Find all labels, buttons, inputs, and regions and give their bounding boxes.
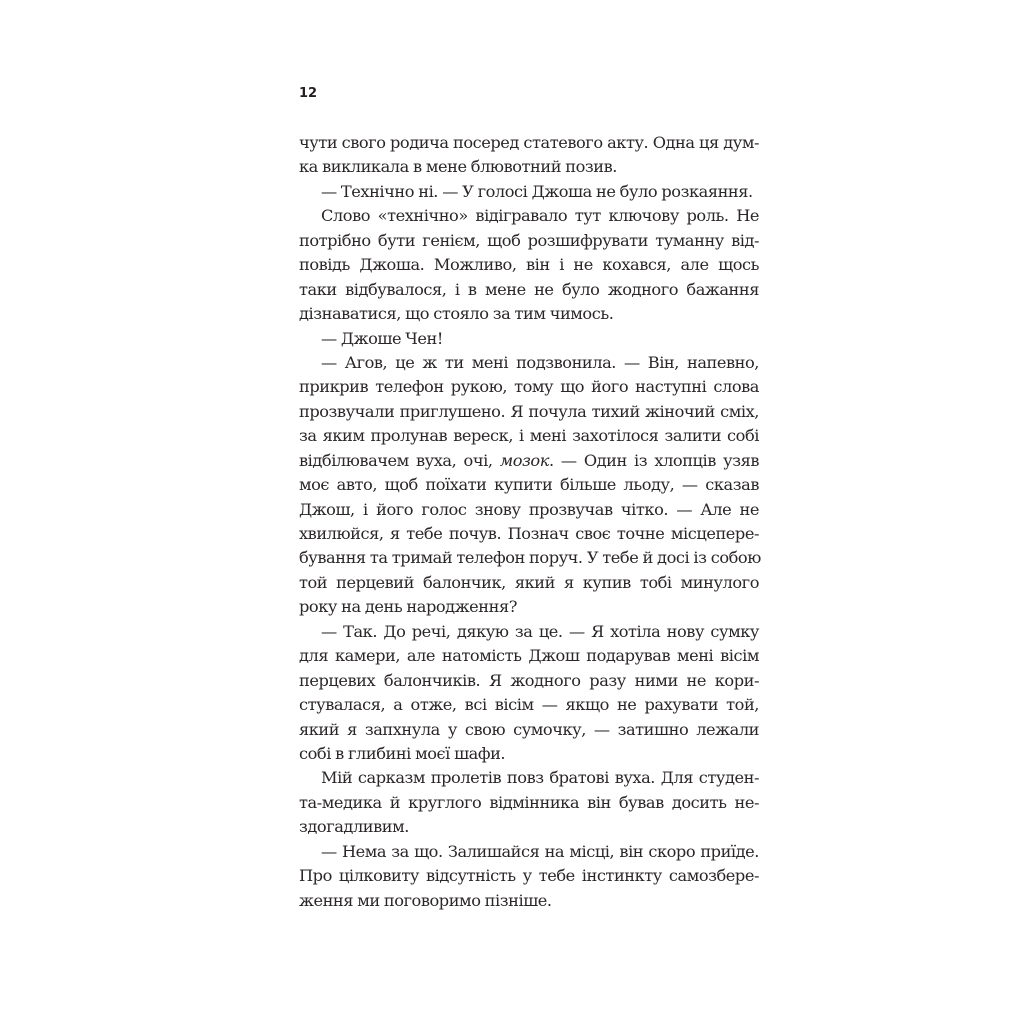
text-line <box>299 229 759 253</box>
text-line-content: чути свого родича посеред статевого акту. Одна ця дум- <box>299 133 759 152</box>
text-line <box>299 498 759 522</box>
text-line-content: прикрив телефон рукою, тому що його наступні слова <box>299 377 759 397</box>
text-line-content: та-медика й круглого відмінника він бував досить не- <box>299 792 759 812</box>
text-line <box>299 669 759 693</box>
text-line-content: собі в глибині моєї шафи. <box>299 743 506 763</box>
text-line-content: стувалася, а отже, всі вісім — якщо не рахувати той, <box>299 695 759 715</box>
text-line-content: — Агов, це ж ти мені подзвонила. — Він, напевно, <box>321 352 759 372</box>
text-line <box>299 766 759 790</box>
text-line-content: — Технічно ні. — У голосі Джоша не було розкаяння. <box>321 181 753 201</box>
text-line-content: відбілювачем вуха, очі, <box>299 450 500 470</box>
text-line <box>299 204 759 228</box>
text-line-content: моє авто, щоб поїхати купити більше льоду, — сказав <box>299 475 759 495</box>
text-line-content: Слово «технічно» відігравало тут ключову роль. Не <box>321 206 759 226</box>
text-line <box>299 155 759 179</box>
text-line-content: перцевих балончиків. Я жодного разу ними не кори- <box>299 670 759 690</box>
text-line <box>299 889 759 913</box>
text-line <box>299 522 759 546</box>
body-text <box>299 131 759 913</box>
text-line-content: здогадливим. <box>299 817 409 837</box>
text-line-content: за яким пролунав вереск, і мені захотілося залити собі <box>299 426 759 446</box>
text-line <box>299 302 759 326</box>
text-line <box>299 571 759 595</box>
text-line-content: для камери, але натомість Джош подарував мені вісім <box>299 646 759 666</box>
text-line-content: . — Один із хлопців узяв <box>548 450 759 470</box>
text-line-content: Джош, і його голос знову прозвучав чітко. — Але не <box>299 499 759 519</box>
text-line <box>299 351 759 375</box>
text-line <box>299 620 759 644</box>
text-line-content: року на день народження? <box>299 597 517 617</box>
text-line <box>299 595 759 619</box>
page-number: 12 <box>299 86 318 101</box>
text-line <box>299 693 759 717</box>
text-line-content: дізнаватися, що стояло за тим чимось. <box>299 304 614 324</box>
text-line-content: — Джоше Чен! <box>321 328 443 348</box>
text-line-content: прозвучали приглушено. Я почула тихий жіночий сміх, <box>299 401 759 421</box>
text-line-content: бування та тримай телефон поруч. У тебе й досі із собою <box>299 548 761 568</box>
text-line <box>299 864 759 888</box>
text-line-content: таки відбувалося, і в мене не було жодного бажання <box>299 279 759 299</box>
text-line <box>299 546 759 570</box>
text-line <box>299 278 759 302</box>
text-line <box>299 718 759 742</box>
text-line <box>299 180 759 204</box>
text-line <box>299 644 759 668</box>
text-line-content: хвилюйся, я тебе почув. Познач своє точне місцепере- <box>299 524 759 543</box>
text-line <box>299 449 759 473</box>
text-line <box>299 791 759 815</box>
text-line-content: той перцевий балончик, який я купив тобі минулого <box>299 572 759 592</box>
text-line-content: ження ми поговоримо пізніше. <box>299 890 552 910</box>
text-line <box>299 327 759 351</box>
text-line <box>299 253 759 277</box>
text-line-content: який я запхнула у свою сумочку, — затишно лежали <box>299 719 759 739</box>
italic-emphasis: мозок <box>499 450 549 470</box>
text-line <box>299 742 759 766</box>
text-line <box>299 400 759 424</box>
text-line <box>299 131 759 155</box>
text-line-content: повідь Джоша. Можливо, він і не кохався, але щось <box>299 255 759 275</box>
text-line-content: Про цілковиту відсутність у тебе інстинкту самозбере- <box>299 866 759 886</box>
text-line <box>299 473 759 497</box>
text-line-content: потрібно бути генієм, щоб розшифрувати туманну від- <box>299 230 759 250</box>
text-line <box>299 815 759 839</box>
text-line-content: — Нема за що. Залишайся на місці, він скоро приїде. <box>321 841 759 861</box>
text-line <box>299 840 759 864</box>
text-line <box>299 375 759 399</box>
text-line-content: — Так. До речі, дякую за це. — Я хотіла нову сумку <box>321 621 759 641</box>
text-line <box>299 424 759 448</box>
text-line-content: Мій сарказм пролетів повз братові вуха. Для студен- <box>321 768 759 788</box>
text-line-content: ка викликала в мене блювотний позив. <box>299 157 617 177</box>
